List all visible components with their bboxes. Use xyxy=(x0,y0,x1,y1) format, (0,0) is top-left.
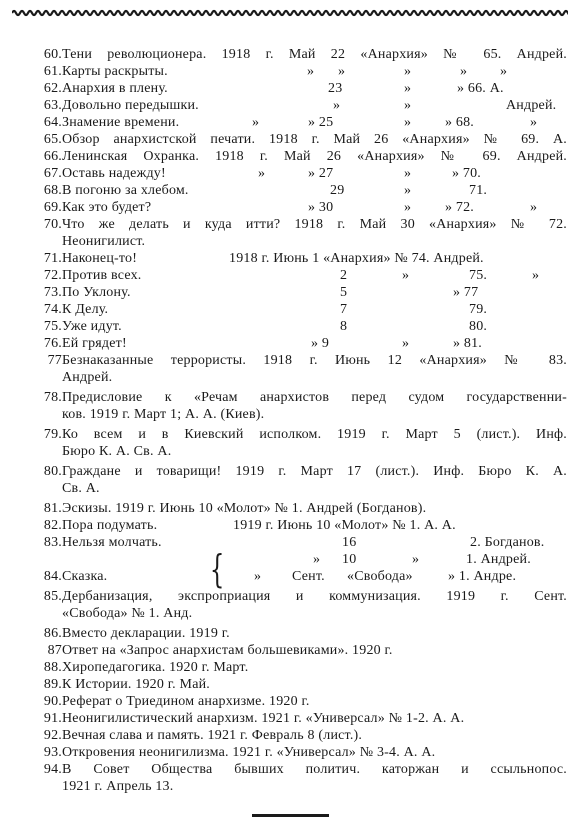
entry-month: Сент. xyxy=(292,569,325,584)
entry-issue: » 72. xyxy=(445,200,474,215)
entry-69 xyxy=(0,199,581,216)
ditto-mark: » xyxy=(500,64,508,79)
entry-number: 61. xyxy=(43,64,62,79)
entry-number: 86. xyxy=(43,626,62,641)
entry-text: Откровения неонигилизма. 1921 г. «Универсал» № 3-4. А. А. xyxy=(62,745,436,760)
bottom-rule xyxy=(252,814,329,817)
entry-number: 74. xyxy=(43,302,62,317)
entry-issue: » 77 xyxy=(453,285,479,300)
entry-issue: » 1. Андре. xyxy=(448,569,517,584)
entry-number: 65. xyxy=(43,132,62,147)
entry-continuation: ков. 1919 г. Март 1; А. А. (Киев). xyxy=(62,407,265,422)
ditto-mark: » xyxy=(404,115,412,130)
ditto-mark: » xyxy=(532,268,540,283)
entry-text: Вместо декларации. 1919 г. xyxy=(62,626,230,641)
entry-77-continuation xyxy=(0,369,581,386)
entry-day: » 27 xyxy=(308,166,334,181)
entry-80-continuation xyxy=(0,480,581,497)
entry-title: Довольно передышки. xyxy=(62,98,199,113)
ditto-mark: » xyxy=(404,166,412,181)
entry-day: 16 xyxy=(342,535,357,550)
entry-text: Дербанизация, экспроприация и коммунизация. 1919 г. Сент. xyxy=(62,589,567,604)
entry-day: 29 xyxy=(330,183,345,198)
ditto-mark: » xyxy=(412,552,420,567)
ditto-mark: » xyxy=(402,336,410,351)
entry-number: 60. xyxy=(43,47,62,62)
entry-text: Ко всем и в Киевский исполком. 1919 г. Март 5 (лист.). Инф. xyxy=(62,427,567,442)
entry-issue: » 70. xyxy=(452,166,481,181)
ditto-mark: » xyxy=(404,183,412,198)
entry-number: 71. xyxy=(43,251,62,266)
entry-93 xyxy=(0,744,581,761)
entry-issue: » 81. xyxy=(453,336,482,351)
entry-number: 84. xyxy=(43,569,62,584)
entry-75 xyxy=(0,318,581,335)
entry-continuation: 1921 г. Апрель 13. xyxy=(62,779,174,794)
entry-text: Тени революционера. 1918 г. Май 22 «Анархия» № 65. Андрей. xyxy=(62,47,567,62)
entry-title: Нельзя молчать. xyxy=(62,535,162,550)
entry-text: Граждане и товарищи! 1919 г. Март 17 (лист.). Инф. Бюро К. А. xyxy=(62,464,567,479)
ditto-mark: » xyxy=(252,115,260,130)
entry-title: Ей грядет! xyxy=(62,336,127,351)
entry-day: » 30 xyxy=(308,200,334,215)
entry-66 xyxy=(0,148,581,165)
ditto-mark: » xyxy=(258,166,266,181)
entry-71 xyxy=(0,250,581,267)
ditto-mark: » xyxy=(313,552,321,567)
entry-76 xyxy=(0,335,581,352)
entry-60 xyxy=(0,46,581,63)
entry-68 xyxy=(0,182,581,199)
entry-73 xyxy=(0,284,581,301)
entry-author: Андрей. xyxy=(506,98,557,113)
entry-day: 8 xyxy=(340,319,348,334)
entry-title: В погоню за хлебом. xyxy=(62,183,189,198)
entry-number: 80. xyxy=(43,464,62,479)
entry-text: Эскизы. 1919 г. Июнь 10 «Молот» № 1. Андрей (Богданов). xyxy=(62,501,427,516)
entry-number: 79. xyxy=(43,427,62,442)
entry-text: В Совет Общества бывших политич. каторжан и ссыльнопос. xyxy=(62,762,567,777)
entry-82 xyxy=(0,517,581,534)
entry-issue: 71. xyxy=(469,183,488,198)
entry-78-continuation xyxy=(0,406,581,423)
entry-85 xyxy=(0,588,581,605)
entry-issue: 80. xyxy=(469,319,488,334)
entry-85-continuation xyxy=(0,605,581,622)
entry-84-upper xyxy=(0,551,581,568)
entry-number: 89. xyxy=(43,677,62,692)
entry-day: 10 xyxy=(342,552,357,567)
entry-79-continuation xyxy=(0,443,581,460)
entry-94 xyxy=(0,761,581,778)
entry-author: 2. Богданов. xyxy=(470,535,545,550)
entry-number: 93. xyxy=(43,745,62,760)
entry-day: » 25 xyxy=(308,115,334,130)
entry-title: К Делу. xyxy=(62,302,109,317)
entry-title: Анархия в плену. xyxy=(62,81,168,96)
ditto-mark: » xyxy=(333,98,341,113)
entry-number: 81. xyxy=(43,501,62,516)
entry-issue: 1. Андрей. xyxy=(466,552,531,567)
ditto-mark: » xyxy=(338,64,346,79)
entry-day: 2 xyxy=(340,268,348,283)
entry-number: 64. xyxy=(43,115,62,130)
entry-81 xyxy=(0,500,581,517)
entry-text: Неонигилистический анархизм. 1921 г. «Универсал» № 1-2. А. А. xyxy=(62,711,465,726)
entry-text: Предисловие к «Речам анархистов перед судом государственни- xyxy=(62,390,567,405)
entry-number: 78. xyxy=(43,390,62,405)
entry-title: Против всех. xyxy=(62,268,142,283)
entry-70 xyxy=(0,216,581,233)
entry-text: Что же делать и куда итти? 1918 г. Май 30 «Анархия» № 72. xyxy=(62,217,567,232)
entry-continuation: Неонигилист. xyxy=(62,234,146,249)
entry-62 xyxy=(0,80,581,97)
entry-number: 91. xyxy=(43,711,62,726)
entry-continuation: «Свобода» № 1. Анд. xyxy=(62,606,193,621)
entry-text: Вечная слава и память. 1921 г. Февраль 8 (лист.). xyxy=(62,728,363,743)
entry-67 xyxy=(0,165,581,182)
entry-number: 67. xyxy=(43,166,62,181)
entry-94-continuation xyxy=(0,778,581,795)
entry-day: 7 xyxy=(340,302,348,317)
entry-text: Обзор анархистской печати. 1918 г. Май 26 «Анархия» № 69. А. xyxy=(62,132,567,147)
entry-91 xyxy=(0,710,581,727)
entry-text: Хиропедагогика. 1920 г. Март. xyxy=(62,660,249,675)
entry-83 xyxy=(0,534,581,551)
entry-issue: » 66. А. xyxy=(457,81,504,96)
entry-92 xyxy=(0,727,581,744)
entry-periodical: «Свобода» xyxy=(347,569,413,584)
entry-title: Пора подумать. xyxy=(62,518,158,533)
entry-90 xyxy=(0,693,581,710)
ditto-mark: » xyxy=(404,64,412,79)
entry-title: По Уклону. xyxy=(62,285,131,300)
entry-number: 73. xyxy=(43,285,62,300)
entry-70-continuation xyxy=(0,233,581,250)
entry-title: Наконец-то! xyxy=(62,251,138,266)
ditto-mark: » xyxy=(404,81,412,96)
entry-issue: 79. xyxy=(469,302,488,317)
entry-72 xyxy=(0,267,581,284)
ditto-mark: » xyxy=(530,200,538,215)
entry-issue: » 68. xyxy=(445,115,474,130)
entry-89 xyxy=(0,676,581,693)
entry-61 xyxy=(0,63,581,80)
entry-number: 63. xyxy=(43,98,62,113)
entry-title: Сказка. xyxy=(62,569,108,584)
entry-80 xyxy=(0,463,581,480)
entry-number: 77 xyxy=(47,353,62,368)
entry-63 xyxy=(0,97,581,114)
entry-day: » 9 xyxy=(311,336,330,351)
entry-86 xyxy=(0,625,581,642)
ditto-mark: » xyxy=(307,64,315,79)
entry-text: Безнаказанные террористы. 1918 г. Июнь 12 «Анархия» № 83. xyxy=(62,353,567,368)
entry-title: Оставь надежду! xyxy=(62,166,166,181)
entry-number: 69. xyxy=(43,200,62,215)
entry-details: 1918 г. Июнь 1 «Анархия» № 74. Андрей. xyxy=(229,251,484,266)
entry-issue: 75. xyxy=(469,268,488,283)
entry-74 xyxy=(0,301,581,318)
entry-continuation: Бюро К. А. Св. А. xyxy=(62,444,172,459)
entry-number: 66. xyxy=(43,149,62,164)
entry-number: 82. xyxy=(43,518,62,533)
bibliography-list xyxy=(0,46,581,795)
entry-78 xyxy=(0,389,581,406)
entry-text: Ленинская Охранка. 1918 г. Май 26 «Анархия» № 69. Андрей. xyxy=(62,149,567,164)
entry-77 xyxy=(0,352,581,369)
ditto-mark: » xyxy=(404,200,412,215)
entry-text: Реферат о Триедином анархизме. 1920 г. xyxy=(62,694,310,709)
entry-number: 76. xyxy=(43,336,62,351)
entry-number: 75. xyxy=(43,319,62,334)
entry-title: Знамение времени. xyxy=(62,115,180,130)
ditto-mark: » xyxy=(530,115,538,130)
entry-title: Карты раскрыты. xyxy=(62,64,168,79)
ditto-mark: » xyxy=(460,64,468,79)
entry-number: 88. xyxy=(43,660,62,675)
entry-title: Как это будет? xyxy=(62,200,152,215)
entry-continuation: Св. А. xyxy=(62,481,100,496)
ditto-mark: » xyxy=(402,268,410,283)
entry-day: 5 xyxy=(340,285,348,300)
entry-65 xyxy=(0,131,581,148)
ditto-mark: » xyxy=(404,98,412,113)
entry-79 xyxy=(0,426,581,443)
entry-details: 1919 г. Июнь 10 «Молот» № 1. А. А. xyxy=(233,518,456,533)
entry-number: 72. xyxy=(43,268,62,283)
entry-88 xyxy=(0,659,581,676)
entry-title: Уже идут. xyxy=(62,319,122,334)
entry-87 xyxy=(0,642,581,659)
entry-number: 68. xyxy=(43,183,62,198)
entry-text: К Истории. 1920 г. Май. xyxy=(62,677,210,692)
entry-number: 92. xyxy=(43,728,62,743)
entry-number: 85. xyxy=(43,589,62,604)
entry-continuation: Андрей. xyxy=(62,370,113,385)
entry-text: Ответ на «Запрос анархистам большевиками». 1920 г. xyxy=(62,643,393,658)
entry-number: 83. xyxy=(43,535,62,550)
entry-64 xyxy=(0,114,581,131)
entry-number: 70. xyxy=(43,217,62,232)
entry-number: 87 xyxy=(47,643,62,658)
entry-day: 23 xyxy=(328,81,343,96)
entry-number: 62. xyxy=(43,81,62,96)
entry-number: 90. xyxy=(43,694,62,709)
top-ornament-border xyxy=(12,8,568,18)
entry-number: 94. xyxy=(43,762,62,777)
ditto-mark: » xyxy=(254,569,262,584)
brace-symbol: { xyxy=(209,547,225,591)
